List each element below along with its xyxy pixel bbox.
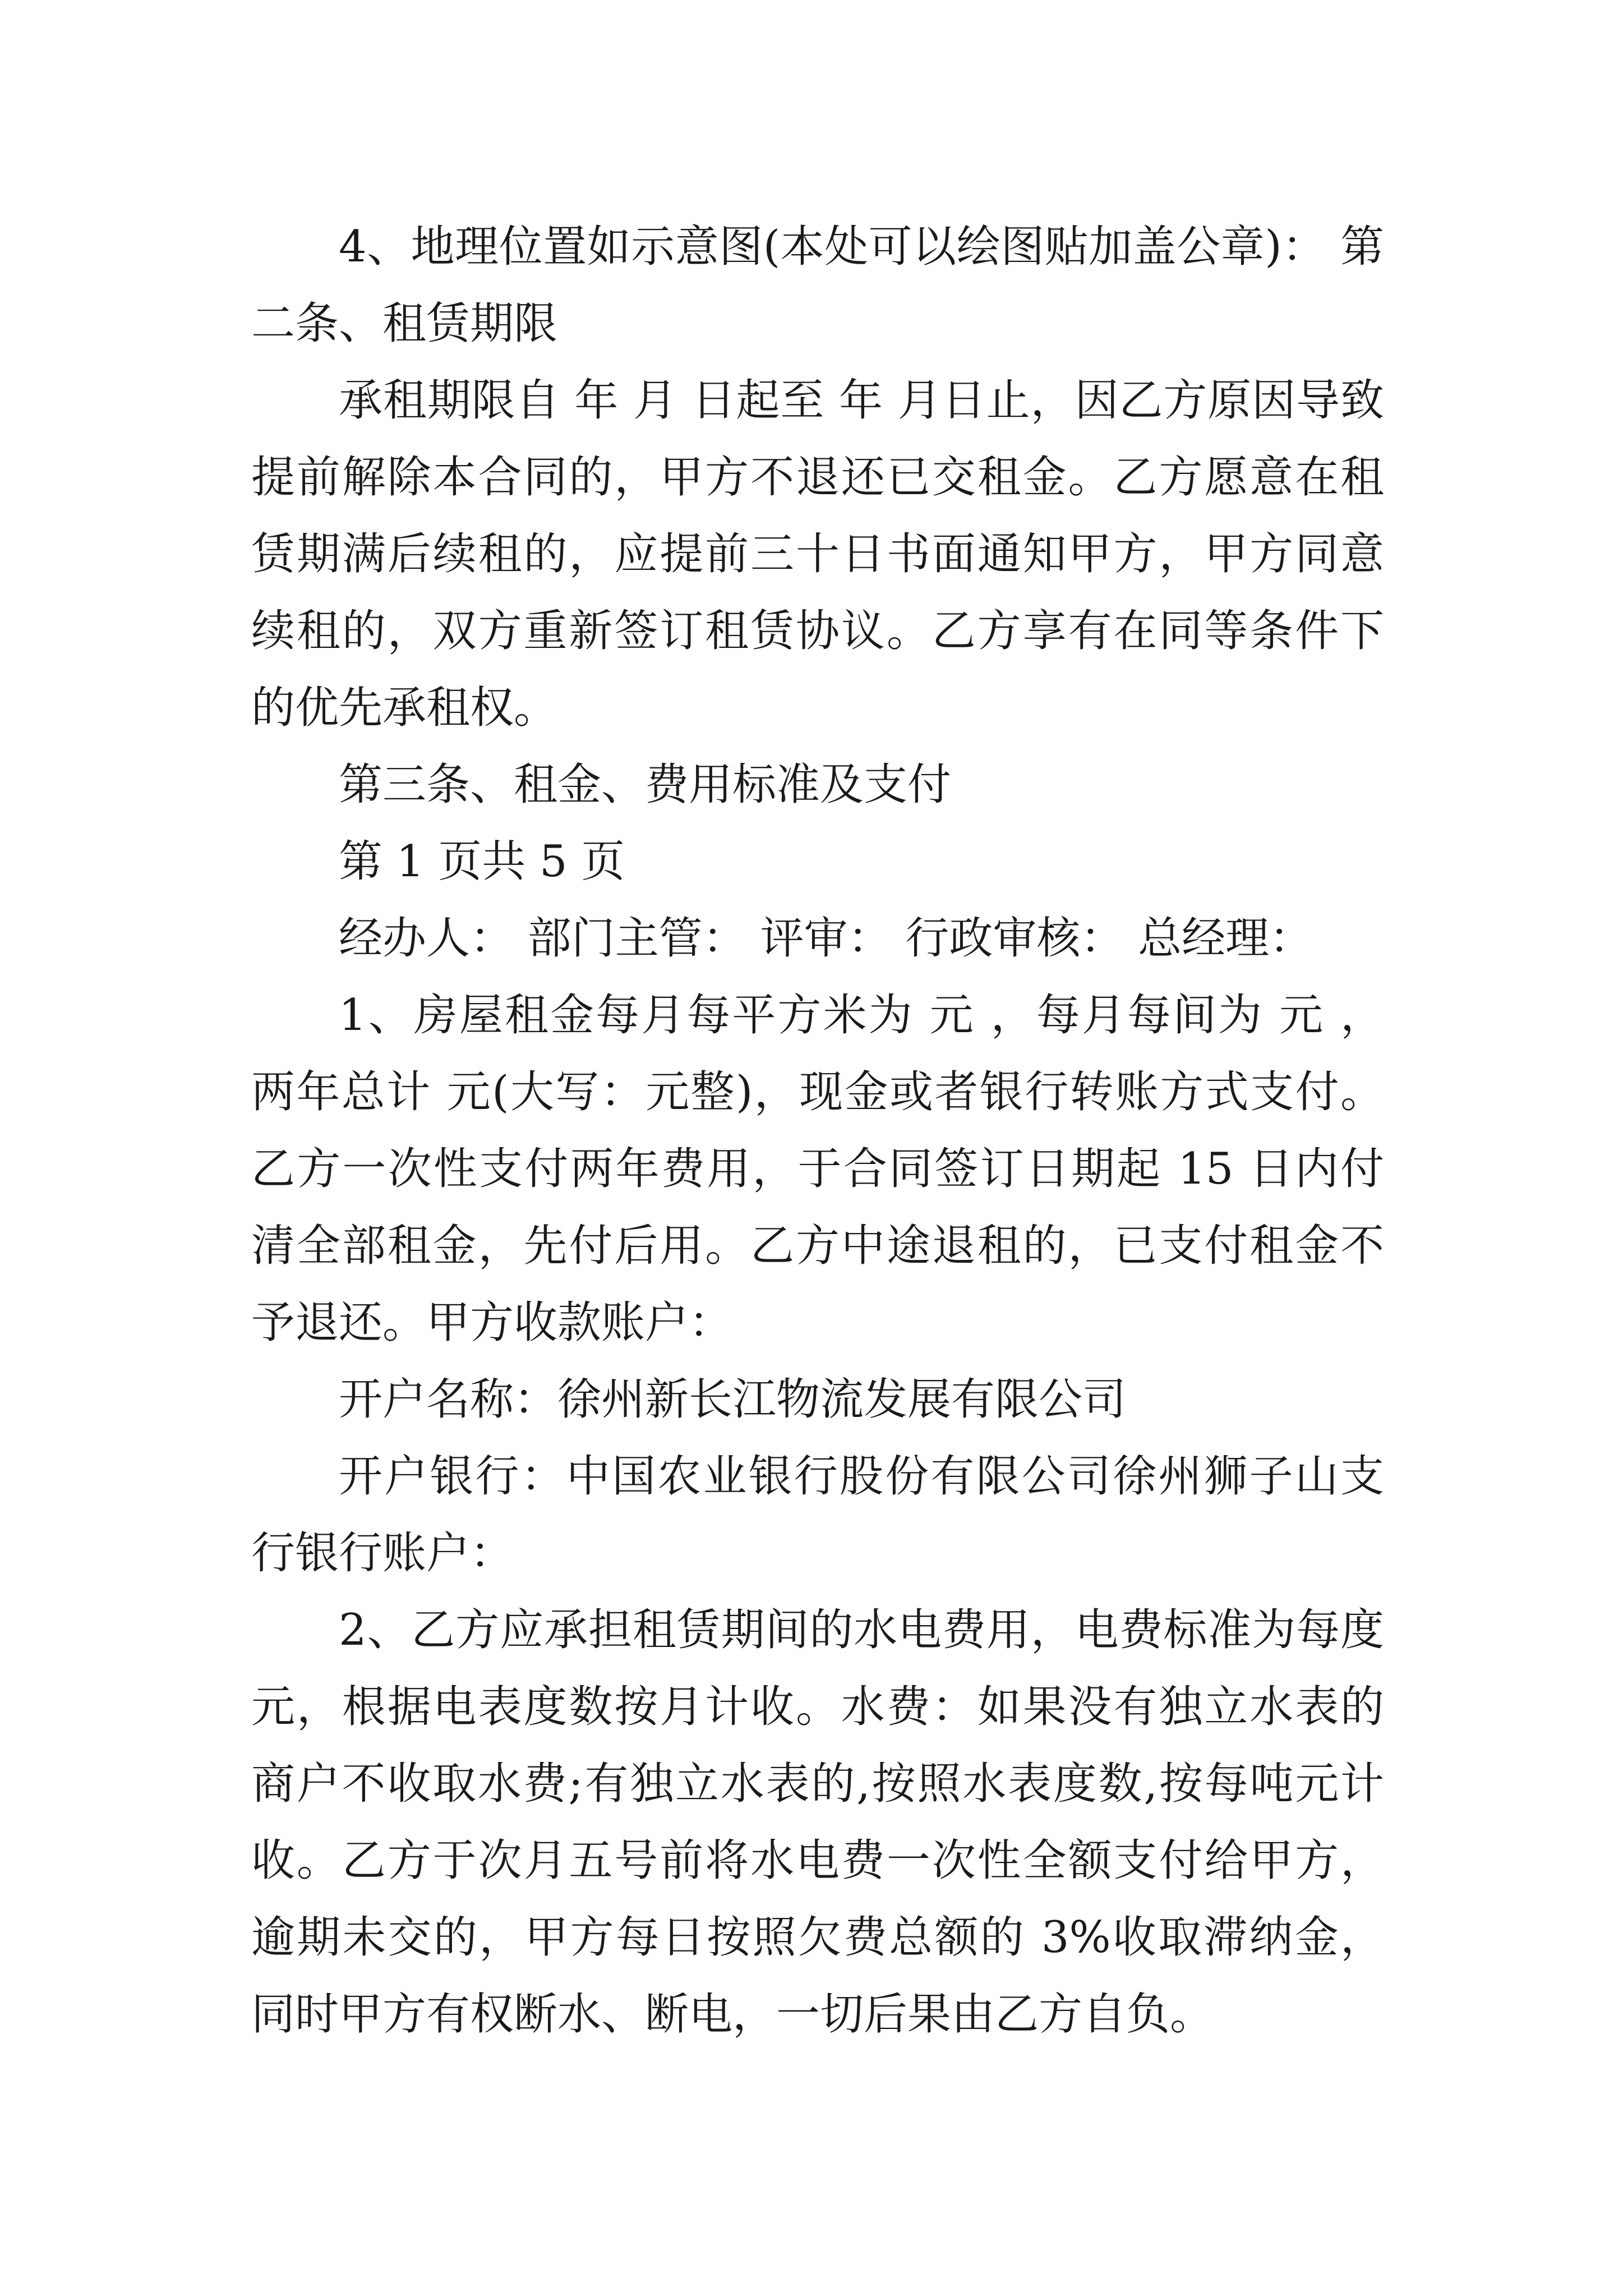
document-body	[251, 209, 1384, 2053]
page-number-line: 第 1 页共 5 页	[339, 836, 625, 887]
bank-line: 开户银行：中国农业银行股份有限公司徐州狮子山支行银行账户：	[251, 1451, 1384, 1579]
paragraph-rent-amount: 1、房屋租金每月每平方米为 元 ，每月每间为 元 ，两年总计 元(大写：元整)，现金或者银行转账方式支付。乙方一次性支付两年费用，于合同签订日期起 15 日内付清全部租金，先付后用。乙方中途退租的，已支付租金不予退还。甲方收款账户：	[251, 990, 1384, 1348]
paragraph-lease-term: 承租期限自 年 月 日起至 年 月日止，因乙方原因导致提前解除本合同的，甲方不退还已交租金。乙方愿意在租赁期满后续租的，应提前三十日书面通知甲方，甲方同意续租的，双方重新签订租赁协议。乙方享有在同等条件下的优先承租权。	[251, 375, 1384, 733]
signatories-line: 经办人： 部门主管： 评审： 行政审核： 总经理：	[339, 913, 1313, 964]
account-name-line: 开户名称：徐州新长江物流发展有限公司	[339, 1374, 1127, 1425]
paragraph-utilities: 2、乙方应承担租赁期间的水电费用，电费标准为每度元，根据电表度数按月计收。水费：如果没有独立水表的商户不收取水费;有独立水表的,按照水表度数,按每吨元计收。乙方于次月五号前将水电费一次性全额支付给甲方，逾期未交的，甲方每日按照欠费总额的 3%收取滞纳金，同时甲方有权断水、断电，一切后果由乙方自负。	[251, 1605, 1384, 2040]
paragraph-rent-heading: 第三条、租金、费用标准及支付	[339, 760, 952, 810]
paragraph-location-and-term-heading: 4、地理位置如示意图(本处可以绘图贴加盖公章)： 第二条、租赁期限	[251, 222, 1384, 349]
